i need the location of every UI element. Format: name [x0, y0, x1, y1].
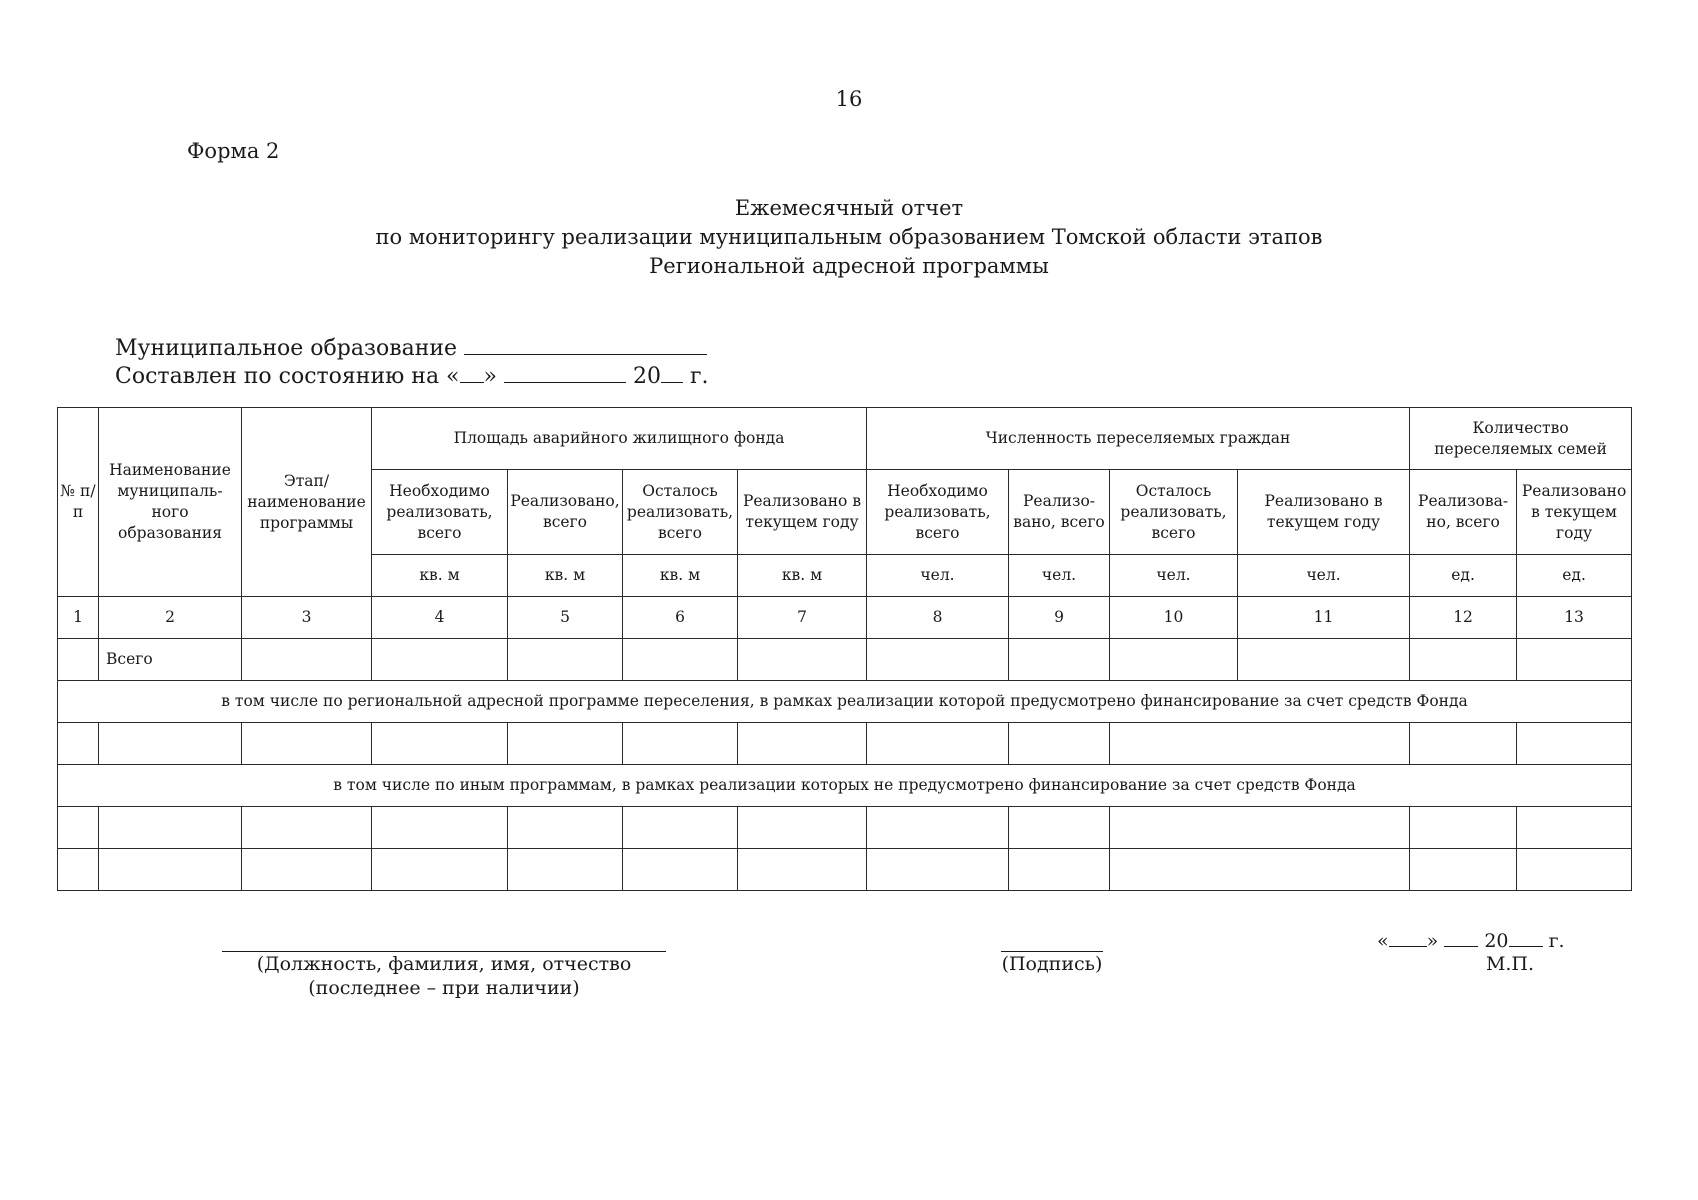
date-field	[115, 362, 709, 389]
column-number: 2	[99, 597, 242, 639]
table-cell[interactable]	[867, 723, 1009, 765]
header-families-done: Реализова-но, всего	[1410, 470, 1517, 555]
table-cell[interactable]	[58, 639, 99, 681]
table-cell[interactable]	[1110, 807, 1410, 849]
table-cell[interactable]	[738, 849, 867, 891]
table-cell[interactable]	[242, 723, 372, 765]
column-number: 7	[738, 597, 867, 639]
table-cell[interactable]	[508, 639, 623, 681]
signature-month-blank[interactable]	[1444, 928, 1478, 947]
table-cell[interactable]	[99, 849, 242, 891]
stamp-label: М.П.	[1485, 953, 1535, 975]
table-cell[interactable]	[1110, 639, 1238, 681]
unit-cell: чел.	[1238, 555, 1410, 597]
table-cell[interactable]	[372, 723, 508, 765]
total-label: Всего	[99, 639, 242, 681]
header-families-current-year: Реализовано в текущем году	[1517, 470, 1632, 555]
column-number: 3	[242, 597, 372, 639]
table-cell[interactable]	[1410, 639, 1517, 681]
signature-date-open: «	[1377, 930, 1389, 952]
date-year-prefix: 20	[632, 364, 661, 389]
header-num: № п/п	[58, 408, 99, 597]
header-stage: Этап/ наименование программы	[242, 408, 372, 597]
table-cell[interactable]	[1110, 723, 1410, 765]
column-number: 4	[372, 597, 508, 639]
table-cell[interactable]	[99, 723, 242, 765]
section-row-other	[58, 765, 1632, 807]
table-cell[interactable]	[738, 723, 867, 765]
table-cell[interactable]	[242, 849, 372, 891]
date-prefix: Составлен по состоянию на «	[115, 364, 460, 389]
table-cell[interactable]	[623, 723, 738, 765]
date-mid: »	[483, 364, 497, 389]
table-cell[interactable]	[242, 639, 372, 681]
table-cell[interactable]	[867, 849, 1009, 891]
header-citizens-done: Реализо-вано, всего	[1009, 470, 1110, 555]
unit-cell: ед.	[1410, 555, 1517, 597]
table-cell[interactable]	[738, 807, 867, 849]
table-cell[interactable]	[867, 807, 1009, 849]
header-area-done: Реализовано, всего	[508, 470, 623, 555]
table-cell[interactable]	[1517, 639, 1632, 681]
header-area-remaining: Осталось реализовать, всего	[623, 470, 738, 555]
header-citizens-remaining: Осталось реализовать, всего	[1110, 470, 1238, 555]
table-cell[interactable]	[1009, 723, 1110, 765]
municipality-field	[115, 334, 707, 361]
column-number: 13	[1517, 597, 1632, 639]
column-number: 11	[1238, 597, 1410, 639]
table-cell[interactable]	[58, 849, 99, 891]
column-number: 12	[1410, 597, 1517, 639]
total-row	[58, 639, 1632, 681]
column-number: 5	[508, 597, 623, 639]
date-month-blank[interactable]	[504, 362, 626, 383]
title-line-3: Региональной адресной программы	[649, 254, 1049, 278]
signature-date-close: »	[1426, 930, 1439, 952]
signature-caption: (Подпись)	[1001, 953, 1103, 975]
header-citizens-current-year: Реализовано в текущем году	[1238, 470, 1410, 555]
column-number: 6	[623, 597, 738, 639]
date-suffix: г.	[689, 364, 709, 389]
unit-cell: чел.	[1009, 555, 1110, 597]
table-cell[interactable]	[1410, 723, 1517, 765]
table-cell[interactable]	[623, 849, 738, 891]
table-cell[interactable]	[1410, 807, 1517, 849]
header-group-citizens: Численность переселяемых граждан	[867, 408, 1410, 470]
table-cell[interactable]	[1517, 723, 1632, 765]
report-title	[0, 194, 1698, 281]
header-citizens-required: Необходимо реализовать, всего	[867, 470, 1009, 555]
table-cell[interactable]	[1238, 639, 1410, 681]
position-caption: (Должность, фамилия, имя, отчество (последнее – при наличии)	[256, 953, 632, 999]
table-cell[interactable]	[1009, 807, 1110, 849]
title-line-2: по мониторингу реализации муниципальным образованием Томской области этапов	[375, 225, 1323, 249]
form-label: Форма 2	[187, 139, 280, 163]
section-title-other: в том числе по иным программам, в рамках реализации которых не предусмотрено финансирование за счет средств Фонда	[58, 765, 1632, 807]
signature-year-prefix: 20	[1484, 930, 1509, 952]
header-area-current-year: Реализовано в текущем году	[738, 470, 867, 555]
section-row-fund	[58, 681, 1632, 723]
table-cell[interactable]	[867, 639, 1009, 681]
table-cell[interactable]	[1009, 849, 1110, 891]
signature-date	[1377, 928, 1565, 952]
table-cell[interactable]	[1009, 639, 1110, 681]
table-cell[interactable]	[623, 807, 738, 849]
unit-cell: кв. м	[508, 555, 623, 597]
table-cell[interactable]	[242, 807, 372, 849]
unit-cell: кв. м	[623, 555, 738, 597]
table-cell[interactable]	[58, 723, 99, 765]
column-number: 8	[867, 597, 1009, 639]
title-line-1: Ежемесячный отчет	[734, 196, 964, 220]
unit-cell: чел.	[1110, 555, 1238, 597]
municipality-blank[interactable]	[464, 334, 707, 355]
table-row	[58, 723, 1632, 765]
signature-year-blank[interactable]	[1509, 928, 1543, 947]
unit-cell: чел.	[867, 555, 1009, 597]
section-title-fund: в том числе по региональной адресной программе переселения, в рамках реализации которой предусмотрено финансирование за счет средств Фонда	[58, 681, 1632, 723]
table-cell[interactable]	[58, 807, 99, 849]
page-number: 16	[835, 87, 863, 111]
table-cell[interactable]	[1110, 849, 1410, 891]
table-cell[interactable]	[508, 723, 623, 765]
column-number: 1	[58, 597, 99, 639]
signature-date-suffix: г.	[1548, 930, 1565, 952]
header-area-required: Необходимо реализовать, всего	[372, 470, 508, 555]
municipality-label: Муниципальное образование	[115, 336, 458, 361]
table-cell[interactable]	[738, 639, 867, 681]
table-cell[interactable]	[1410, 849, 1517, 891]
table-cell[interactable]	[372, 849, 508, 891]
date-day-blank[interactable]	[460, 362, 484, 383]
column-number-row	[58, 597, 1632, 639]
header-group-area: Площадь аварийного жилищного фонда	[372, 408, 867, 470]
table-cell[interactable]	[1517, 807, 1632, 849]
table-cell[interactable]	[372, 639, 508, 681]
unit-cell: кв. м	[372, 555, 508, 597]
table-cell[interactable]	[508, 849, 623, 891]
table-cell[interactable]	[623, 639, 738, 681]
table-cell[interactable]	[99, 807, 242, 849]
unit-cell: ед.	[1517, 555, 1632, 597]
table-cell[interactable]	[1517, 849, 1632, 891]
date-year-blank[interactable]	[661, 362, 683, 383]
table-row	[58, 849, 1632, 891]
table-cell[interactable]	[508, 807, 623, 849]
table-cell[interactable]	[372, 807, 508, 849]
signature-day-blank[interactable]	[1389, 928, 1427, 947]
header-municipality: Наименование муниципаль-ного образования	[99, 408, 242, 597]
report-table	[57, 407, 1632, 891]
unit-cell: кв. м	[738, 555, 867, 597]
column-number: 9	[1009, 597, 1110, 639]
header-group-families: Количество переселяемых семей	[1410, 408, 1632, 470]
table-row	[58, 807, 1632, 849]
column-number: 10	[1110, 597, 1238, 639]
